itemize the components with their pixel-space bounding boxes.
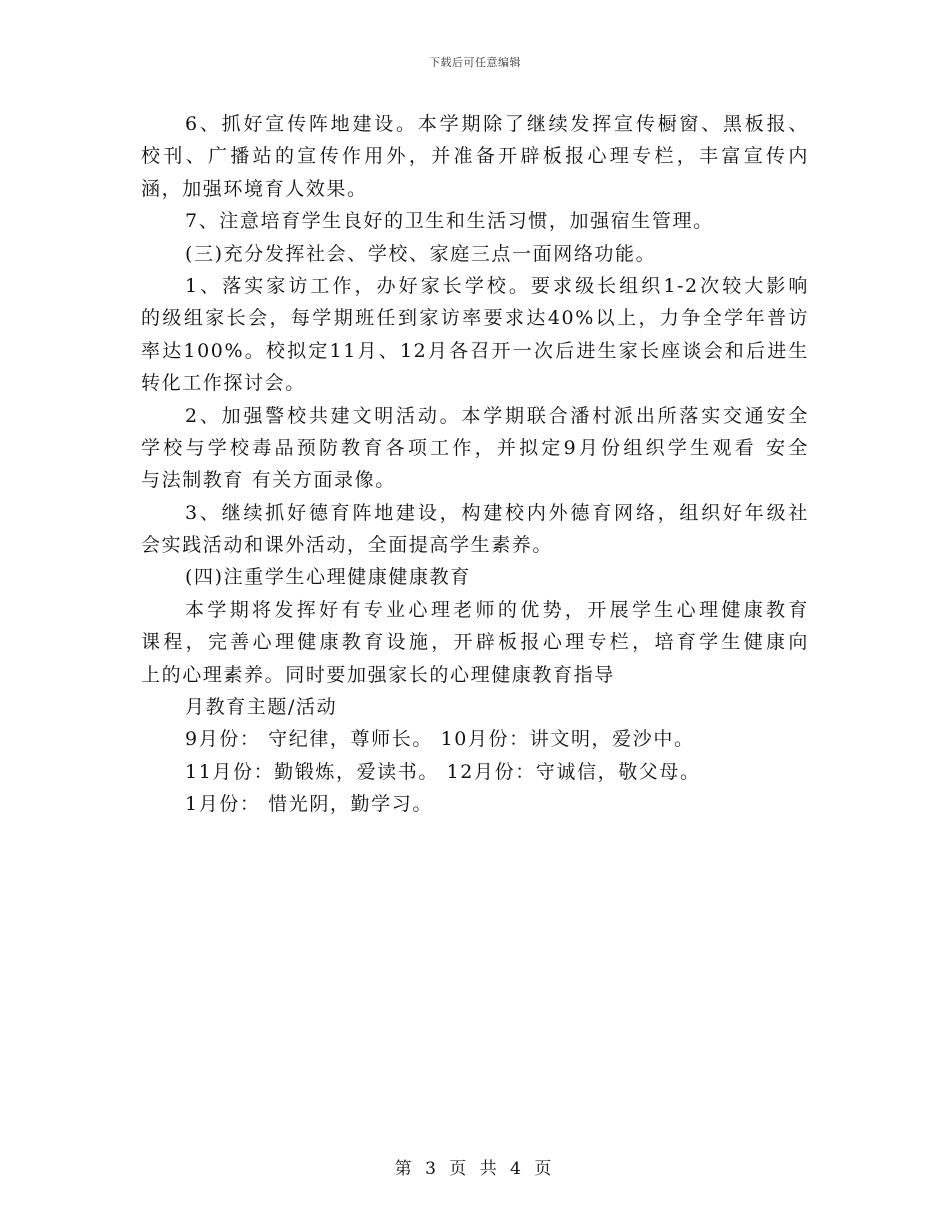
monthly-theme-sep-oct: 9月份： 守纪律，尊师长。 10月份：讲文明，爱沙中。 [185, 728, 695, 751]
text-line-16: 本学期将发挥好有专业心理老师的优势，开展学生心理健康教育 [185, 598, 809, 621]
section-heading-4: (四)注重学生心理健康健康教育 [185, 566, 471, 589]
document-body [141, 108, 809, 821]
monthly-theme-nov-dec: 11月份：勤锻炼，爱读书。 12月份：守诚信，敬父母。 [185, 760, 701, 783]
monthly-theme-heading: 月教育主题/活动 [185, 696, 338, 719]
text-line-3: 涵，加强环境育人效果。 [141, 177, 368, 200]
text-line-13: 3、继续抓好德育阵地建设，构建校内外德育网络，组织好年级社 [185, 501, 809, 524]
text-line-18: 上的心理素养。同时要加强家长的心理健康教育指导 [141, 663, 615, 686]
text-line-17: 课程，完善心理健康教育设施，开辟板报心理专栏，培育学生健康向 [141, 631, 809, 654]
section-heading-3: (三)充分发挥社会、学校、家庭三点一面网络功能。 [185, 242, 657, 265]
text-line-6: 1、落实家访工作，办好家长学校。要求级长组织1-2次较大影响 [185, 274, 809, 297]
page-number: 第 3 页 共 4 页 [394, 1159, 556, 1179]
text-line-11: 学校与学校毒品预防教育各项工作，并拟定9月份组织学生观看 安全 [141, 436, 809, 459]
text-line-8: 率达100%。校拟定11月、12月各召开一次后进生家长座谈会和后进生 [141, 339, 809, 362]
download-editable-note: 下载后可任意编辑 [429, 56, 521, 69]
text-line-12: 与法制教育 有关方面录像。 [141, 469, 396, 492]
text-line-7: 的级组家长会，每学期班任到家访率要求达40%以上，力争全学年普访 [141, 307, 809, 330]
text-line-2: 校刊、广播站的宣传作用外，并准备开辟板报心理专栏，丰富宣传内 [141, 145, 809, 168]
text-line-10: 2、加强警校共建文明活动。本学期联合潘村派出所落实交通安全 [185, 404, 809, 427]
text-line-1: 6、抓好宣传阵地建设。本学期除了继续发挥宣传橱窗、黑板报、 [185, 113, 809, 135]
text-line-9: 转化工作探讨会。 [141, 372, 306, 395]
text-line-14: 会实践活动和课外活动，全面提高学生素养。 [141, 534, 554, 557]
text-line-4: 7、注意培育学生良好的卫生和生活习惯，加强宿生管理。 [185, 210, 714, 233]
monthly-theme-jan: 1月份： 惜光阴，勤学习。 [185, 793, 433, 816]
